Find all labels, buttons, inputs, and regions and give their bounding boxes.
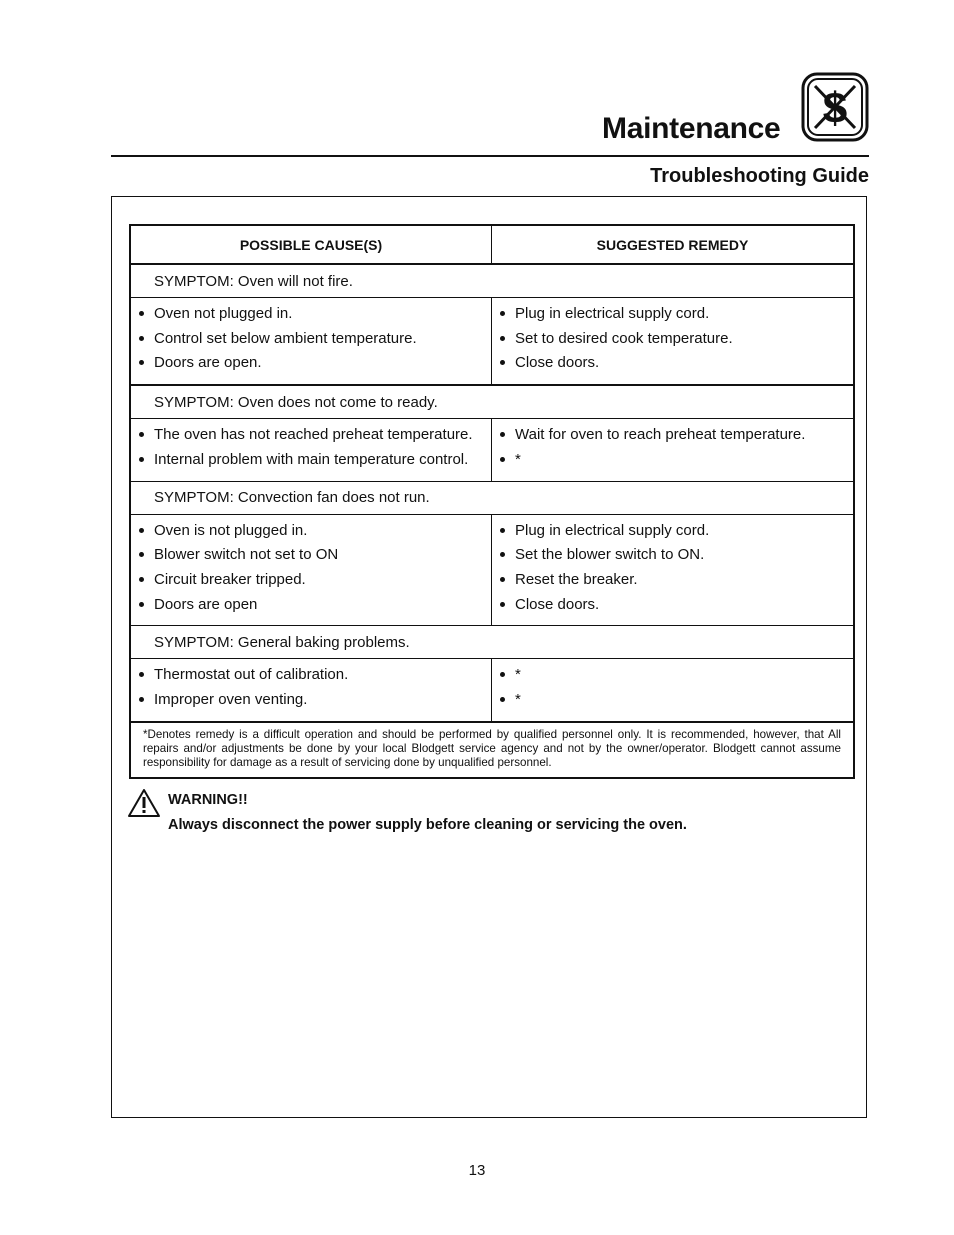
list-item: Set to desired cook temperature.	[500, 327, 853, 352]
list-item: Plug in electrical supply cord.	[500, 302, 853, 327]
section-title: Troubleshooting Guide	[650, 165, 869, 187]
list-item: Internal problem with main temperature control.	[139, 448, 491, 473]
causes-cell	[130, 298, 492, 386]
list-item: Oven is not plugged in.	[139, 519, 491, 544]
list-item: Wait for oven to reach preheat temperature.	[500, 423, 853, 448]
causes-cell	[130, 514, 492, 626]
list-item: The oven has not reached preheat temperature.	[139, 423, 491, 448]
warning-text: Always disconnect the power supply before cleaning or servicing the oven.	[168, 817, 687, 833]
remedies-cell	[492, 514, 855, 626]
column-header-causes: POSSIBLE CAUSE(S)	[130, 225, 492, 264]
symptom-row: SYMPTOM: Oven will not fire.	[130, 264, 854, 298]
list-item: Blower switch not set to ON	[139, 543, 491, 568]
list-item: Set the blower switch to ON.	[500, 543, 853, 568]
list-item: Reset the breaker.	[500, 568, 853, 593]
no-cost-dollar-icon	[801, 72, 869, 142]
header-rule	[111, 155, 869, 157]
symptom-row: SYMPTOM: Convection fan does not run.	[130, 481, 854, 514]
list-item: Improper oven venting.	[139, 688, 491, 713]
list-item: *	[500, 448, 853, 473]
page-title: Maintenance	[602, 112, 781, 145]
list-item: Close doors.	[500, 351, 853, 376]
remedies-cell	[492, 659, 855, 722]
list-item: Thermostat out of calibration.	[139, 663, 491, 688]
list-item: Close doors.	[500, 593, 853, 618]
list-item: Doors are open	[139, 593, 491, 618]
causes-cell	[130, 659, 492, 722]
troubleshooting-table	[129, 224, 855, 779]
page-number: 13	[468, 1162, 486, 1179]
list-item: Circuit breaker tripped.	[139, 568, 491, 593]
table-footnote: *Denotes remedy is a difficult operation and should be performed by qualified personnel only. It is recommended, however, that All repairs and/or adjustments be done by your local Blodgett service agency and not by the owner/operator. Blodgett cannot assume responsibility for damage as a result of servicing done by unqualified personnel.	[130, 722, 854, 778]
list-item: *	[500, 663, 853, 688]
column-header-remedy: SUGGESTED REMEDY	[492, 225, 855, 264]
list-item: Plug in electrical supply cord.	[500, 519, 853, 544]
symptom-row: SYMPTOM: Oven does not come to ready.	[130, 385, 854, 419]
list-item: Doors are open.	[139, 351, 491, 376]
symptom-row: SYMPTOM: General baking problems.	[130, 626, 854, 659]
remedies-cell	[492, 419, 855, 481]
causes-cell	[130, 419, 492, 481]
warning-heading: WARNING!!	[168, 792, 248, 808]
svg-text:$: $	[822, 84, 848, 133]
list-item: Oven not plugged in.	[139, 302, 491, 327]
list-item: Control set below ambient temperature.	[139, 327, 491, 352]
list-item: *	[500, 688, 853, 713]
warning-triangle-icon	[127, 788, 161, 818]
remedies-cell	[492, 298, 855, 386]
